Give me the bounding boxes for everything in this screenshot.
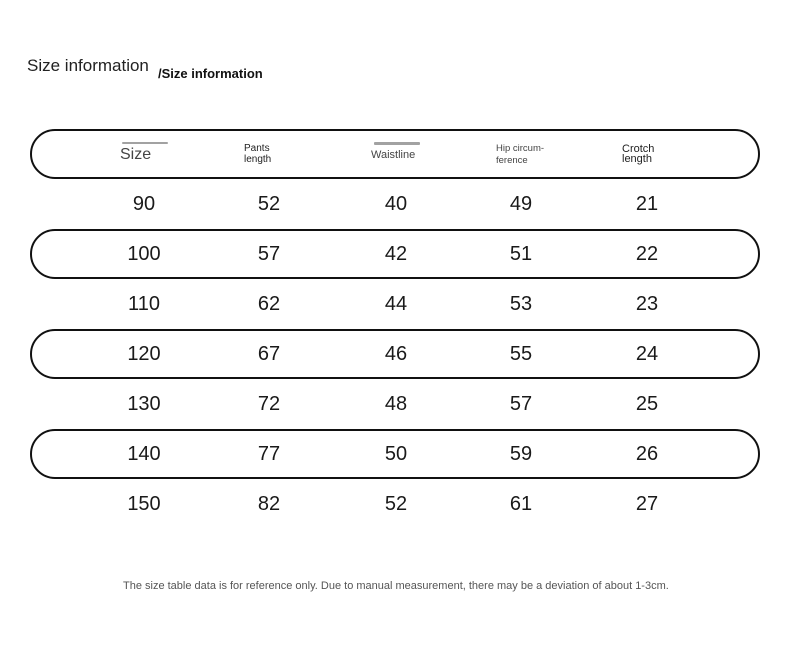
table-row — [0, 179, 790, 229]
cell-size: 90 — [132, 193, 156, 215]
cell-pants-length: 82 — [257, 493, 281, 515]
cell-pants-length: 67 — [257, 343, 281, 365]
cell-crotch-length: 21 — [635, 193, 659, 215]
table-row — [0, 229, 790, 279]
header-smudge — [122, 142, 168, 144]
cell-hip: 49 — [509, 193, 533, 215]
column-header-crotch-line1: Crotch — [622, 143, 655, 155]
cell-pants-length: 52 — [257, 193, 281, 215]
column-header-pants-length — [244, 143, 271, 165]
table-row — [0, 279, 790, 329]
column-header-crotch-line2: length — [622, 153, 652, 165]
column-header-hip — [496, 143, 544, 167]
cell-hip: 61 — [509, 493, 533, 515]
cell-hip: 55 — [509, 343, 533, 365]
table-row — [0, 379, 790, 429]
cell-crotch-length: 22 — [635, 243, 659, 265]
column-header-hip-line1: Hip circum- — [496, 143, 545, 154]
column-header-pants-length-line1: Pants — [244, 143, 270, 154]
cell-crotch-length: 24 — [635, 343, 659, 365]
table-row — [0, 329, 790, 379]
cell-pants-length: 77 — [257, 443, 281, 465]
cell-hip: 51 — [509, 243, 533, 265]
cell-pants-length: 62 — [257, 293, 281, 315]
cell-waistline: 44 — [384, 293, 408, 315]
page-title: Size information — [27, 56, 149, 75]
column-header-pants-length-line2: length — [244, 154, 272, 165]
table-row — [0, 429, 790, 479]
cell-waistline: 42 — [384, 243, 408, 265]
header-smudge — [374, 142, 420, 145]
cell-waistline: 50 — [384, 443, 408, 465]
cell-hip: 59 — [509, 443, 533, 465]
cell-crotch-length: 25 — [635, 393, 659, 415]
cell-size: 150 — [127, 493, 161, 515]
cell-size: 130 — [127, 393, 161, 415]
cell-waistline: 40 — [384, 193, 408, 215]
cell-pants-length: 57 — [257, 243, 281, 265]
page-subtitle: /Size information — [158, 66, 263, 81]
cell-pants-length: 72 — [257, 393, 281, 415]
table-row — [0, 479, 790, 529]
cell-hip: 57 — [509, 393, 533, 415]
column-header-hip-line2: ference — [496, 155, 528, 166]
cell-waistline: 46 — [384, 343, 408, 365]
column-header-crotch-length — [622, 144, 654, 164]
cell-size: 100 — [127, 243, 161, 265]
cell-size: 110 — [128, 293, 160, 315]
cell-waistline: 48 — [384, 393, 408, 415]
cell-waistline: 52 — [384, 493, 408, 515]
cell-crotch-length: 23 — [635, 293, 659, 315]
cell-hip: 53 — [509, 293, 533, 315]
cell-crotch-length: 27 — [635, 493, 659, 515]
cell-size: 120 — [127, 343, 161, 365]
disclaimer-note: The size table data is for reference only. Due to manual measurement, there may be a deviation of about 1-3cm. — [123, 580, 669, 592]
cell-crotch-length: 26 — [635, 443, 659, 465]
column-header-waistline: Waistline — [371, 149, 416, 161]
cell-size: 140 — [127, 443, 161, 465]
column-header-size: Size — [120, 146, 152, 163]
